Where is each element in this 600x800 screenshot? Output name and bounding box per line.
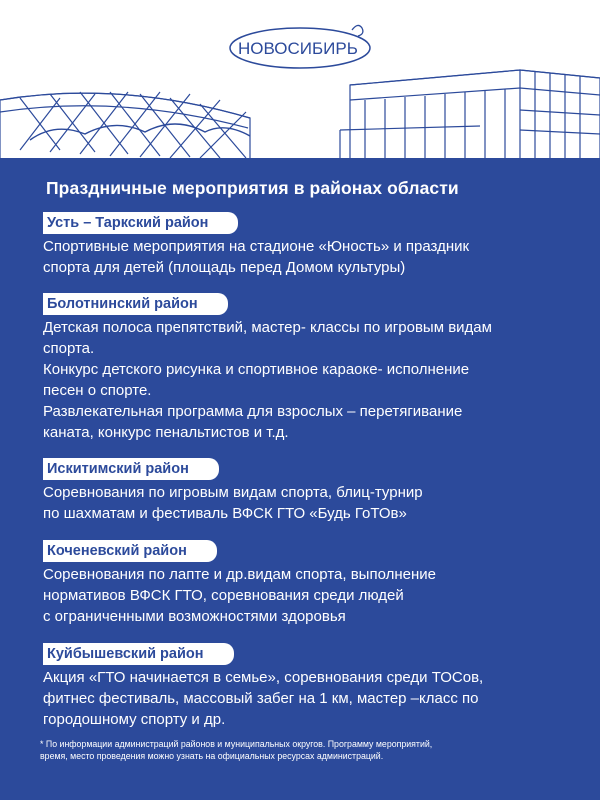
district-description: Спортивные мероприятия на стадионе «Юность» и праздник спорта для детей (площадь перед Домом культуры) [43, 238, 470, 276]
district-name: Болотнинский район [43, 293, 228, 315]
footnote: * По информации администраций районов и муниципальных округов. Программу мероприятий, время, место проведения можно узнать на официальных ресурсах администраций. [40, 739, 433, 761]
header-illustration [0, 0, 600, 170]
district-name: Усть – Таркский район [43, 212, 238, 234]
district-section [43, 293, 583, 443]
stadium-drawing [0, 92, 250, 160]
district-name: Коченевский район [43, 540, 217, 562]
district-name: Искитимский район [43, 458, 219, 480]
arena-drawing [340, 70, 600, 160]
district-description: Соревнования по лапте и др.видам спорта, выполнение нормативов ВФСК ГТО, соревнования среди людей с ограниченными возможностями здоровья [43, 566, 436, 625]
district-description: Соревнования по игровым видам спорта, блиц-турнир по шахматам и фестиваль ВФСК ГТО «Будь ГоТОв» [43, 484, 423, 522]
district-description: Детская полоса препятствий, мастер- классы по игровым видам спорта. Конкурс детского рисунка и спортивное караоке- исполнение песен о спорте. Развлекательная программа для взрослых – перетягивание каната, конкурс пенальтистов и т.д. [43, 319, 492, 441]
district-section [43, 458, 583, 524]
logo [230, 25, 370, 68]
page-title: Праздничные мероприятия в районах области [46, 178, 459, 198]
district-section [43, 212, 583, 278]
district-section [43, 643, 583, 730]
logo-text: НОВОСИБИРЬ [238, 39, 358, 58]
district-description: Акция «ГТО начинается в семье», соревнования среди ТОСов, фитнес фестиваль, массовый забег на 1 км, мастер –класс по городошному спорту и др. [43, 669, 484, 728]
district-section [43, 540, 583, 627]
district-name: Куйбышевский район [43, 643, 234, 665]
